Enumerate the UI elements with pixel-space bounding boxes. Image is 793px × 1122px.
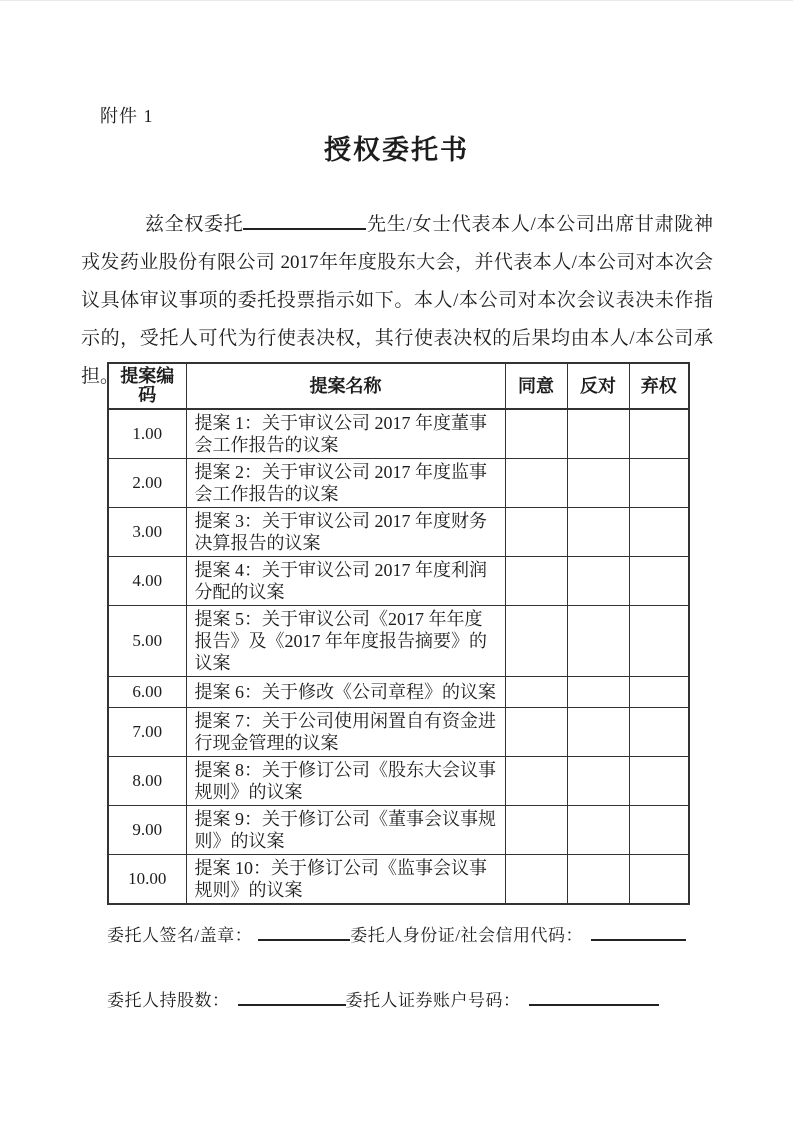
proposal-name-cell: 提案 3：关于审议公司 2017 年度财务决算报告的议案 <box>186 508 505 557</box>
vote-agree-cell <box>505 806 567 855</box>
vote-agree-cell <box>505 757 567 806</box>
vote-abstain-cell <box>629 708 689 757</box>
proposal-name-cell: 提案 9：关于修订公司《董事会议事规则》的议案 <box>186 806 505 855</box>
header-against: 反对 <box>567 363 629 409</box>
principal-shares-blank <box>238 989 346 1006</box>
table-row <box>108 806 689 855</box>
proposal-code-cell: 8.00 <box>108 757 186 806</box>
header-proposal-name: 提案名称 <box>186 363 505 409</box>
vote-agree-cell <box>505 708 567 757</box>
vote-against-cell <box>567 757 629 806</box>
table-row <box>108 508 689 557</box>
proposal-code-cell: 7.00 <box>108 708 186 757</box>
principal-signature-blank <box>258 924 350 941</box>
vote-abstain-cell <box>629 508 689 557</box>
proxy-name-blank <box>243 211 366 230</box>
vote-against-cell <box>567 459 629 508</box>
page-title: 授权委托书 <box>324 135 469 165</box>
vote-against-cell <box>567 855 629 905</box>
signature-line-1 <box>107 921 686 946</box>
attachment-label: 附件 1 <box>100 106 154 126</box>
proposal-name-cell: 提案 6：关于修改《公司章程》的议案 <box>186 677 505 708</box>
proposal-name-cell: 提案 10：关于修订公司《监事会议事规则》的议案 <box>186 855 505 905</box>
table-row <box>108 557 689 606</box>
proposal-name-cell: 提案 2：关于审议公司 2017 年度监事会工作报告的议案 <box>186 459 505 508</box>
proposal-code-cell: 3.00 <box>108 508 186 557</box>
paragraph-lead-text: 兹全权委托 <box>145 214 244 235</box>
table-row <box>108 855 689 905</box>
vote-against-cell <box>567 806 629 855</box>
table-header-row <box>108 363 689 409</box>
table-row <box>108 708 689 757</box>
vote-against-cell <box>567 409 629 459</box>
table-row <box>108 409 689 459</box>
vote-abstain-cell <box>629 409 689 459</box>
vote-against-cell <box>567 508 629 557</box>
vote-agree-cell <box>505 409 567 459</box>
vote-agree-cell <box>505 508 567 557</box>
proposal-code-cell: 4.00 <box>108 557 186 606</box>
principal-shares-label: 委托人持股数： <box>107 991 230 1010</box>
proposal-name-cell: 提案 5：关于审议公司《2017 年年度报告》及《2017 年年度报告摘要》的议案 <box>186 606 505 677</box>
table-row <box>108 459 689 508</box>
vote-agree-cell <box>505 855 567 905</box>
proposal-voting-table <box>107 362 690 905</box>
table-row <box>108 606 689 677</box>
vote-agree-cell <box>505 459 567 508</box>
vote-against-cell <box>567 606 629 677</box>
proposal-code-cell: 5.00 <box>108 606 186 677</box>
vote-agree-cell <box>505 557 567 606</box>
proposal-code-cell: 1.00 <box>108 409 186 459</box>
header-proposal-code: 提案编码 <box>108 363 186 409</box>
paragraph-rest-text: 先生/女士代表本人/本公司出席甘肃陇神戎发药业股份有限公司 2017年年度股东大会，并代表本人/本公司对本次会议具体审议事项的委托投票指示如下。本人/本公司对本次会议表决未作指示的，受托人可代为行使表决权，其行使表决权的后果均由本人/本公司承担。 <box>81 214 713 387</box>
table-row <box>108 757 689 806</box>
principal-account-label: 委托人证券账户号码： <box>345 991 521 1010</box>
vote-abstain-cell <box>629 855 689 905</box>
proposal-code-cell: 10.00 <box>108 855 186 905</box>
proposal-name-cell: 提案 1：关于审议公司 2017 年度董事会工作报告的议案 <box>186 409 505 459</box>
proposal-name-cell: 提案 7：关于公司使用闲置自有资金进行现金管理的议案 <box>186 708 505 757</box>
vote-abstain-cell <box>629 806 689 855</box>
principal-id-blank <box>591 924 686 941</box>
proposal-name-cell: 提案 8：关于修订公司《股东大会议事规则》的议案 <box>186 757 505 806</box>
proposal-code-cell: 6.00 <box>108 677 186 708</box>
table-row <box>108 677 689 708</box>
signature-line-2 <box>107 986 659 1011</box>
principal-account-blank <box>529 989 659 1006</box>
vote-agree-cell <box>505 677 567 708</box>
vote-against-cell <box>567 677 629 708</box>
principal-signature-label: 委托人签名/盖章： <box>107 926 253 945</box>
vote-against-cell <box>567 708 629 757</box>
proposal-name-cell: 提案 4：关于审议公司 2017 年度利润分配的议案 <box>186 557 505 606</box>
vote-abstain-cell <box>629 757 689 806</box>
header-abstain: 弃权 <box>629 363 689 409</box>
vote-against-cell <box>567 557 629 606</box>
proposal-code-cell: 2.00 <box>108 459 186 508</box>
vote-abstain-cell <box>629 677 689 708</box>
vote-abstain-cell <box>629 557 689 606</box>
vote-abstain-cell <box>629 606 689 677</box>
vote-abstain-cell <box>629 459 689 508</box>
principal-id-label: 委托人身份证/社会信用代码： <box>350 926 583 945</box>
vote-agree-cell <box>505 606 567 677</box>
header-agree: 同意 <box>505 363 567 409</box>
proposal-code-cell: 9.00 <box>108 806 186 855</box>
